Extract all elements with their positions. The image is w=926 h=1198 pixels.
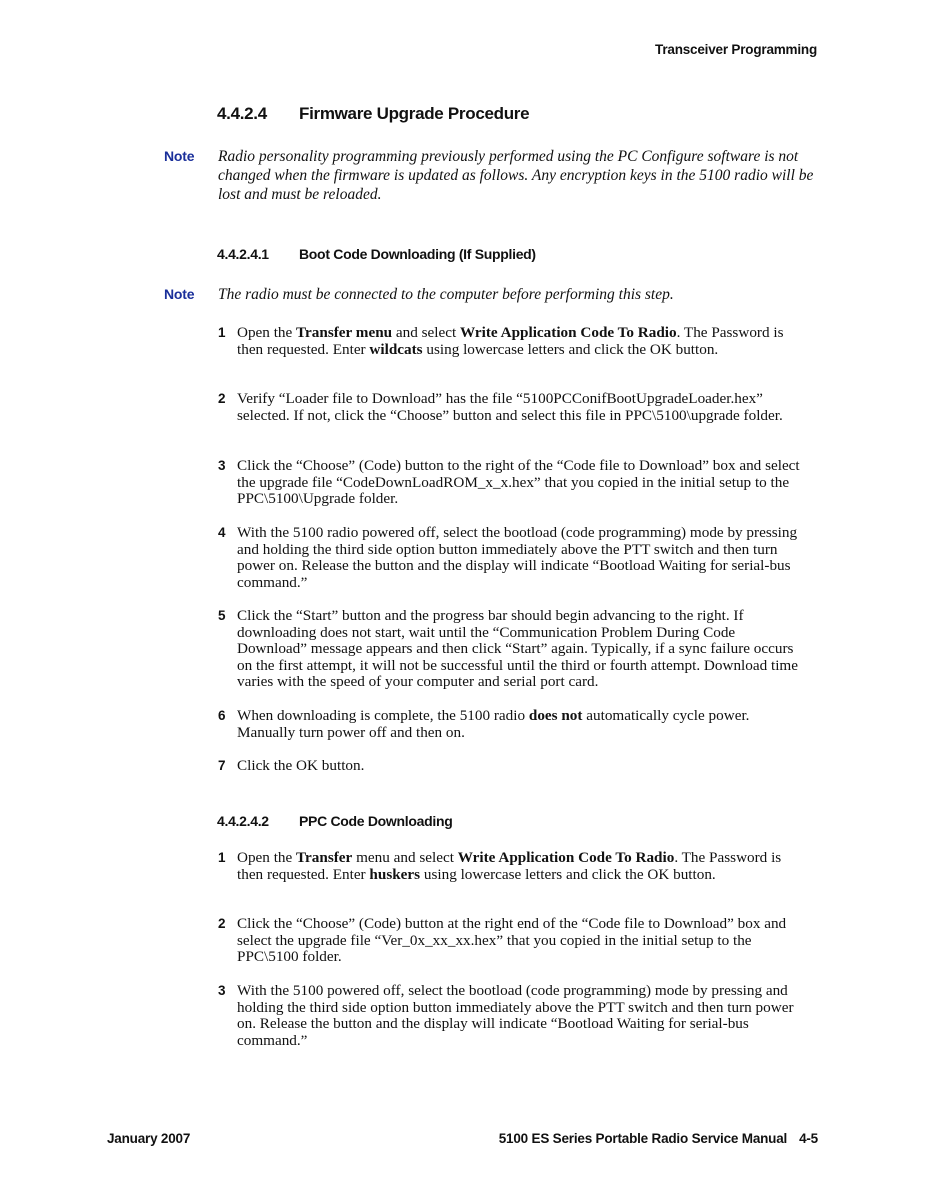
step-emphasis: Transfer menu: [296, 324, 393, 341]
step-emphasis: Write Application Code To Radio: [457, 849, 675, 866]
section-heading: [217, 104, 529, 124]
step-text: With the 5100 radio powered off, select the bootload (code programming) mode by pressing and holding the third side option button immediately above the PTT switch and then turn power on. Release the button and the display will indicate “Bootload Waiting for serial-bus command.”: [237, 524, 798, 591]
step-text: With the 5100 powered off, select the bootload (code programming) mode by pressing and holding the third side option button immediately above the PTT switch and then turn power on. Release the button and the display will indicate “Bootload Waiting for serial-bus command.”: [237, 982, 794, 1049]
step-text: Click the “Choose” (Code) button at the right end of the “Code file to Download” box and select the upgrade file “Ver_0x_xx_xx.hex” that you copied in the initial setup to the PPC\5100 folder.: [237, 915, 787, 966]
footer-manual: [499, 1131, 818, 1146]
step-number: 1: [218, 850, 226, 865]
step-text: Open the Transfer menu and select Write Application Code To Radio. The Password is then requested. Enter huskers using lowercase letters and click the OK button.: [237, 849, 782, 883]
step-item: [218, 983, 808, 1049]
step-text: Open the Transfer menu and select Write Application Code To Radio. The Password is then requested. Enter wildcats using lowercase letters and click the OK button.: [237, 324, 784, 358]
step-item: [218, 525, 808, 591]
running-header: Transceiver Programming: [655, 42, 817, 57]
subsection-number: 4.4.2.4.1: [217, 246, 269, 262]
step-number: 5: [218, 608, 226, 623]
step-text: Verify “Loader file to Download” has the file “5100PCConifBootUpgradeLoader.hex” selected. If not, click the “Choose” button and select this file in PPC\5100\upgrade folder.: [237, 390, 783, 424]
step-emphasis: huskers: [369, 865, 421, 883]
step-item: [218, 916, 808, 966]
step-text: When downloading is complete, the 5100 radio does not automatically cycle power. Manually turn power off and then on.: [237, 707, 750, 741]
step-number: 2: [218, 391, 226, 406]
page-number: 4-5: [799, 1131, 818, 1146]
step-text: Click the OK button.: [237, 757, 365, 774]
section-title: Firmware Upgrade Procedure: [299, 104, 530, 123]
step-emphasis: Transfer: [296, 849, 353, 866]
step-item: [218, 391, 808, 424]
footer-date: January 2007: [107, 1131, 191, 1146]
subsection-title: PPC Code Downloading: [299, 813, 453, 829]
step-item: [218, 708, 808, 741]
step-text: Click the “Start” button and the progress bar should begin advancing to the right. If downloading does not start, wait until the “Communication Problem During Code Download” message appears and then click “Start” again. Typically, if a sync failure occurs on the first attempt, it will not be successful until the third or fourth attempt. Download time varies with the speed of your computer and serial port card.: [237, 607, 798, 691]
step-item: [218, 850, 808, 883]
subsection-heading-boot-code: [217, 246, 536, 262]
step-number: 1: [218, 325, 226, 340]
step-number: 4: [218, 525, 226, 540]
note-label: Note: [164, 148, 195, 164]
step-number: 3: [218, 983, 226, 998]
step-item: [218, 325, 808, 358]
step-number: 6: [218, 708, 226, 723]
subsection-heading-ppc-code: [217, 813, 452, 829]
subsection-title: Boot Code Downloading (If Supplied): [299, 246, 536, 262]
note-text: The radio must be connected to the computer before performing this step.: [218, 286, 674, 303]
step-number: 3: [218, 458, 226, 473]
note-text: Radio personality programming previously performed using the PC Configure software is not changed when the firmware is updated as follows. Any encryption keys in the 5100 radio will be lost and must be reloaded.: [218, 148, 814, 203]
step-number: 7: [218, 758, 226, 773]
step-item: [218, 758, 808, 775]
section-number: 4.4.2.4: [217, 104, 267, 123]
note-label: Note: [164, 286, 195, 302]
step-text: Click the “Choose” (Code) button to the right of the “Code file to Download” box and select the upgrade file “CodeDownLoadROM_x_x.hex” that you copied in the initial setup to the PPC\5100\Upgrade folder.: [237, 457, 800, 508]
step-emphasis: does not: [528, 707, 583, 724]
step-emphasis: Write Application Code To Radio: [460, 324, 677, 341]
step-item: [218, 458, 808, 508]
step-item: [218, 608, 808, 691]
subsection-number: 4.4.2.4.2: [217, 813, 269, 829]
step-emphasis: wildcats: [369, 340, 423, 358]
step-number: 2: [218, 916, 226, 931]
footer-manual-title: 5100 ES Series Portable Radio Service Manual: [498, 1131, 788, 1146]
